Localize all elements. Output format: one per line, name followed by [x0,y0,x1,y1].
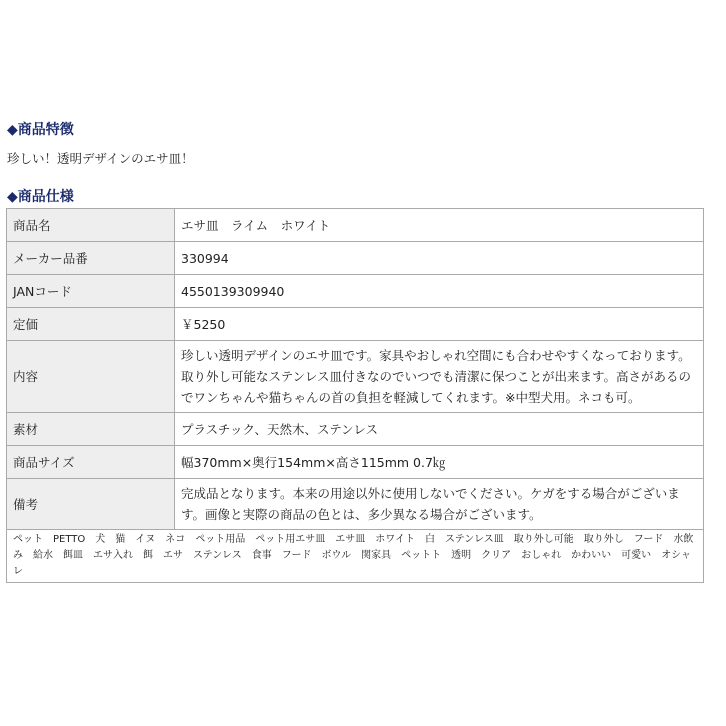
spec-label: JANコード [7,275,175,308]
spec-table [6,208,704,583]
keyword-tags: ペット PETTO 犬 猫 イヌ ネコ ペット用品 ペット用エサ皿 エサ皿 ホワイト 白 ステンレス皿 取り外し可能 取り外し フード 水飲み 給水 餌皿 エサ入れ 餌 エサ ステンレス 食事 フード ボウル 関家具 ペットト 透明 クリア おしゃれ かわいい 可愛い オシャレ [7,530,704,583]
spec-label: 素材 [7,413,175,446]
spec-label: 商品サイズ [7,446,175,479]
spec-value: 完成品となります。本来の用途以外に使用しないでください。ケガをする場合がございます。画像と実際の商品の色とは、多少異なる場合がございます。 [175,479,704,530]
spec-row-notes [7,479,704,530]
spec-heading: ◆商品仕様 [7,189,74,205]
spec-value: 珍しい透明デザインのエサ皿です。家具やおしゃれ空間にも合わせやすくなっております。取り外し可能なステンレス皿付きなのでいつでも清潔に保つことが出来ます。高さがあるのでワンちゃんや猫ちゃんの首の負担を軽減してくれます。※中型犬用。ネコも可。 [175,341,704,413]
spec-value: 幅370mm×奥行154mm×高さ115mm 0.7㎏ [175,446,704,479]
spec-row-product-name [7,209,704,242]
features-heading: ◆商品特徴 [7,122,74,138]
spec-value: ￥5250 [175,308,704,341]
spec-label: 備考 [7,479,175,530]
spec-row-contents [7,341,704,413]
spec-value: エサ皿 ライム ホワイト [175,209,704,242]
spec-row-price [7,308,704,341]
spec-row-maker-number [7,242,704,275]
spec-label: 商品名 [7,209,175,242]
spec-row-jan-code [7,275,704,308]
spec-value: 330994 [175,242,704,275]
spec-label: 定価 [7,308,175,341]
spec-label: 内容 [7,341,175,413]
features-text: 珍しい！透明デザインのエサ皿！ [7,151,194,166]
spec-row-tags [7,530,704,583]
spec-value: プラスチック、天然木、ステンレス [175,413,704,446]
spec-label: メーカー品番 [7,242,175,275]
spec-row-size [7,446,704,479]
spec-row-material [7,413,704,446]
spec-value: 4550139309940 [175,275,704,308]
